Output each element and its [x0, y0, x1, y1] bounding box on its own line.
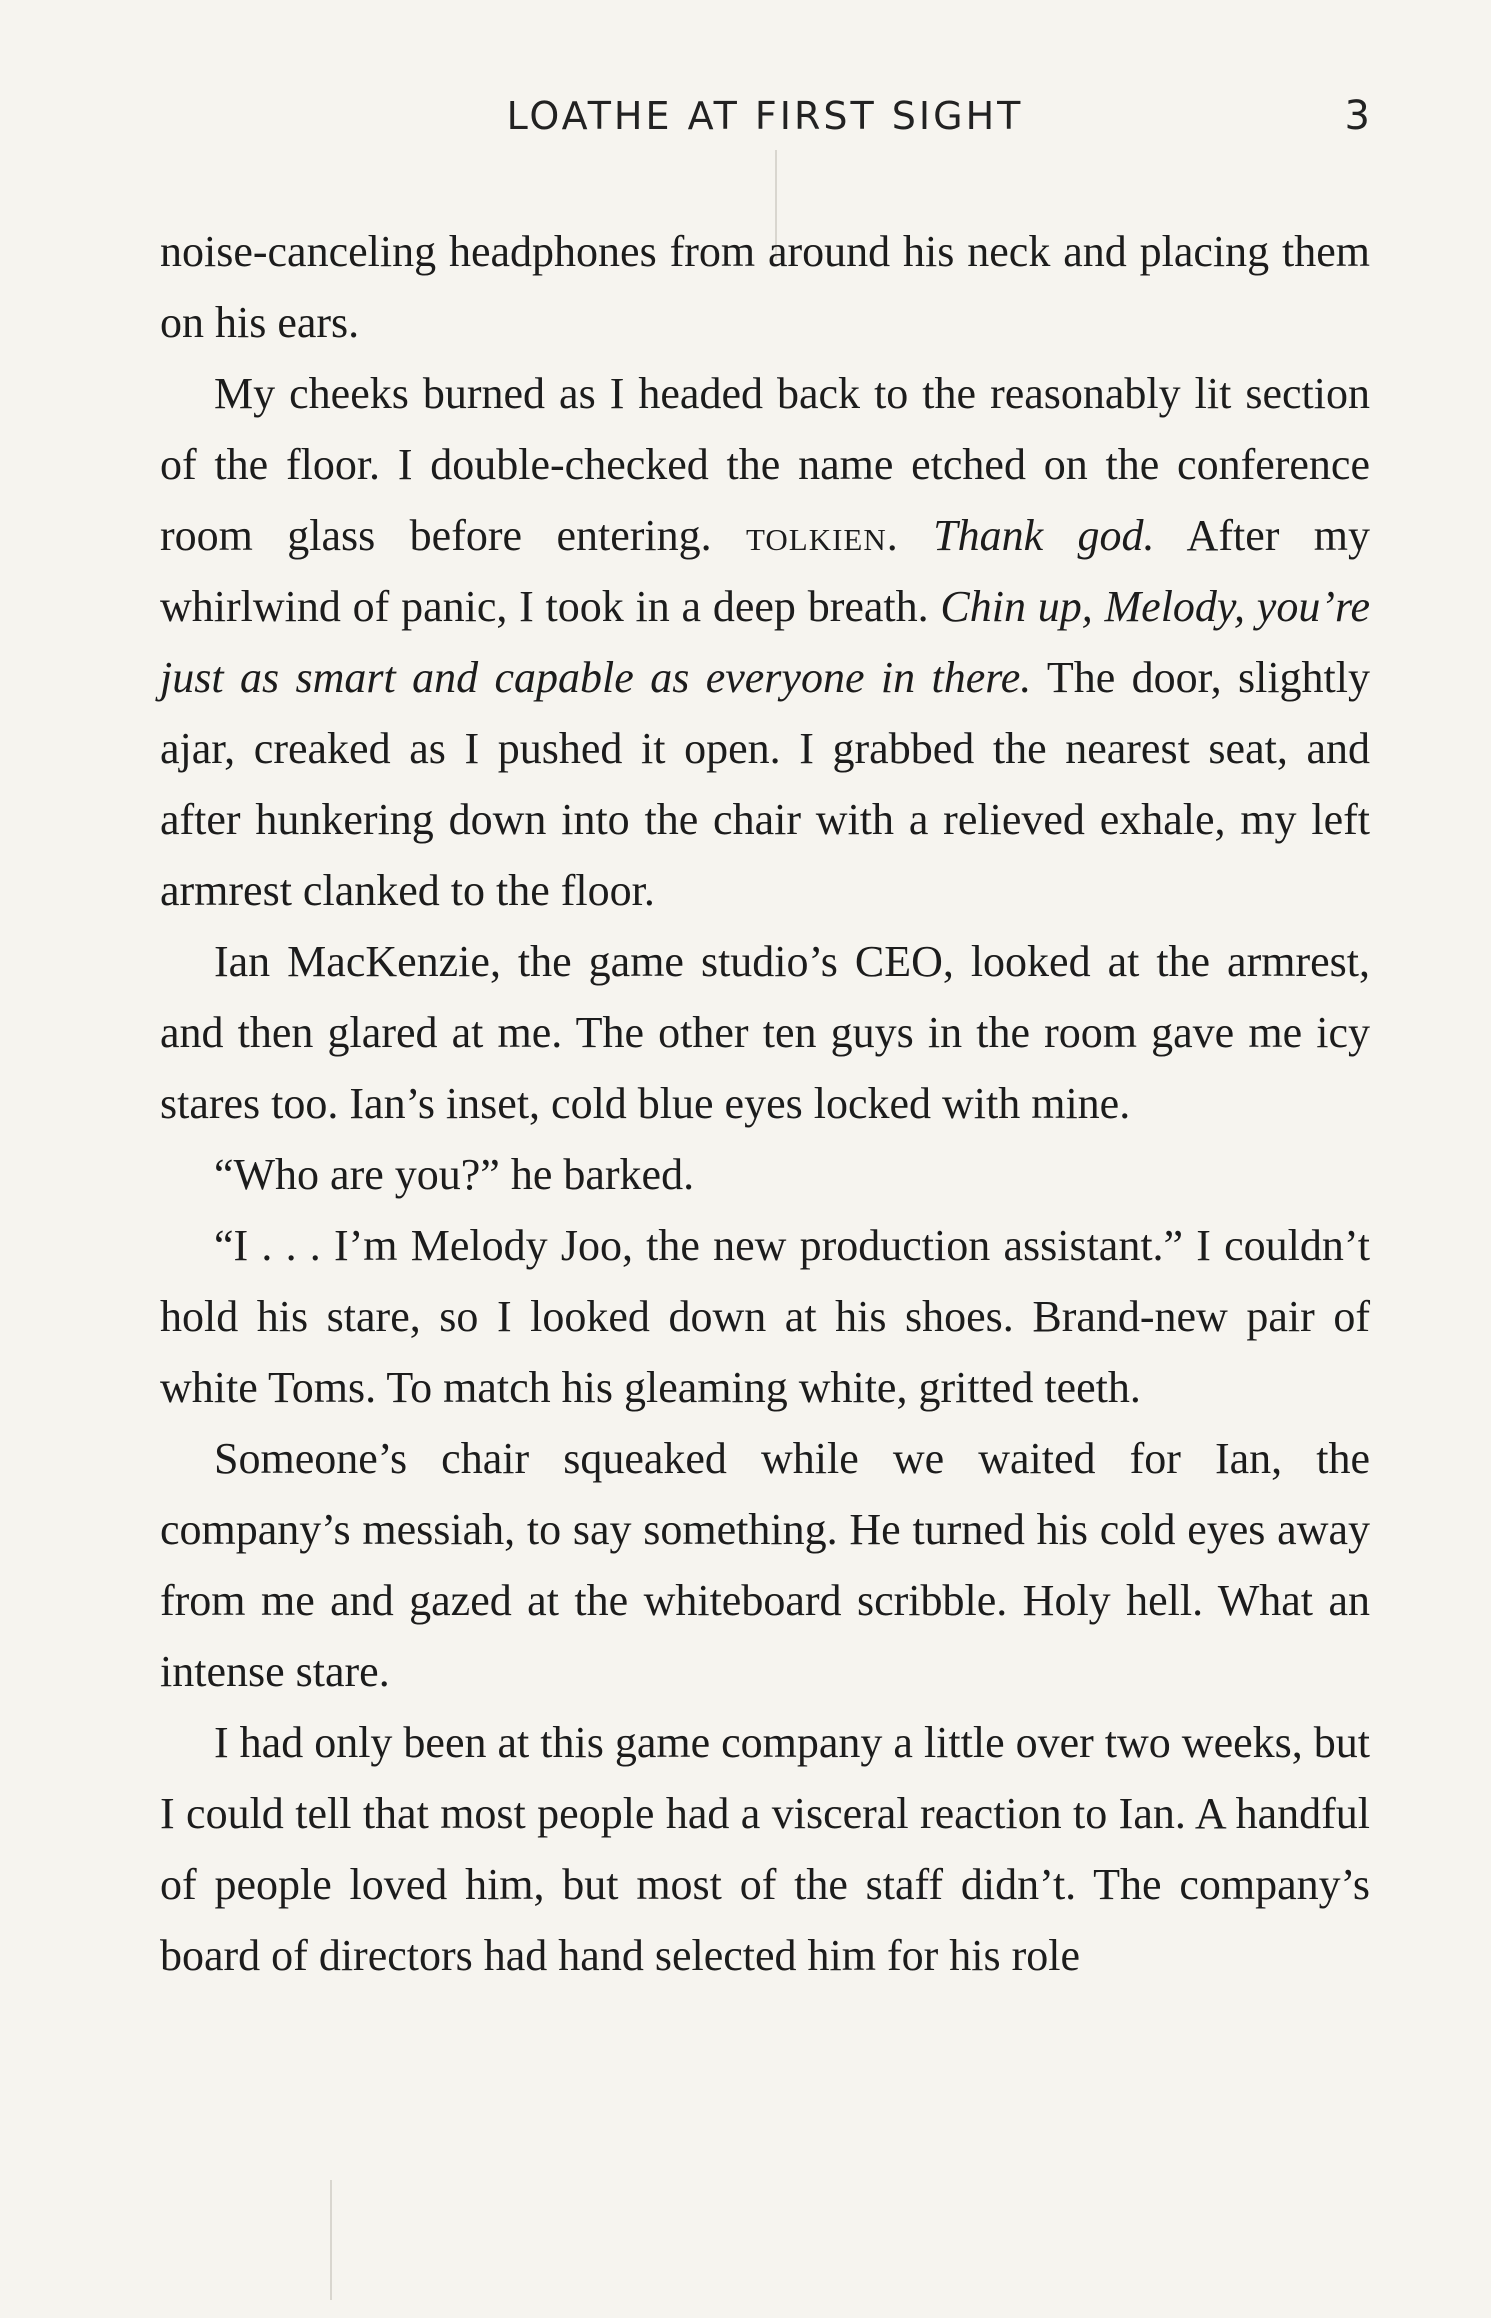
running-head-title: LOATHE AT FIRST SIGHT — [506, 94, 1024, 138]
italic-thought: Chin up, Melody, you’re just as smart and capable as everyone in there. — [160, 582, 1371, 702]
scan-artifact-line — [330, 2180, 332, 2300]
paragraph: “I . . . I’m Melody Joo, the new production assistant.” I couldn’t hold his stare, so I looked down at his shoes. Brand-new pair of white Toms. To match his gleaming white, gritted teeth. — [160, 1221, 1370, 1412]
body-text — [160, 216, 1370, 1991]
paragraph: Someone’s chair squeaked while we waited for Ian, the company’s messiah, to say something. He turned his cold eyes away from me and gazed at the whiteboard scribble. Holy hell. What an intense stare. — [160, 1434, 1370, 1696]
paragraph-text: My cheeks burned as I headed back to the reasonably lit section of the floor. I double-checked the name etched on the conference room glass before entering. — [160, 369, 1370, 560]
small-caps-room-name: tolkien. — [746, 511, 899, 560]
running-head — [160, 88, 1370, 144]
paragraph-text: After my whirlwind of panic, I took in a deep breath. — [160, 511, 1370, 631]
paragraph: I had only been at this game company a little over two weeks, but I could tell that most people had a visceral reaction to Ian. A handful of people loved him, but most of the staff didn’t. The company’s board of directors had hand selected him for his role — [160, 1718, 1370, 1980]
italic-thought: Thank god. — [933, 511, 1155, 560]
paragraph: noise-canceling headphones from around his neck and placing them on his ears. — [160, 227, 1370, 347]
paragraph: Ian MacKenzie, the game studio’s CEO, looked at the armrest, and then glared at me. The other ten guys in the room gave me icy stares too. Ian’s inset, cold blue eyes locked with mine. — [160, 937, 1370, 1128]
page-number: 3 — [1344, 93, 1370, 139]
paragraph: “Who are you?” he barked. — [214, 1150, 695, 1199]
paragraph-text — [899, 511, 933, 560]
paragraph-text: The door, slightly ajar, creaked as I pushed it open. I grabbed the nearest seat, and after hunkering down into the chair with a relieved exhale, my left armrest clanked to the floor. — [160, 653, 1370, 915]
paragraph — [160, 358, 1370, 926]
